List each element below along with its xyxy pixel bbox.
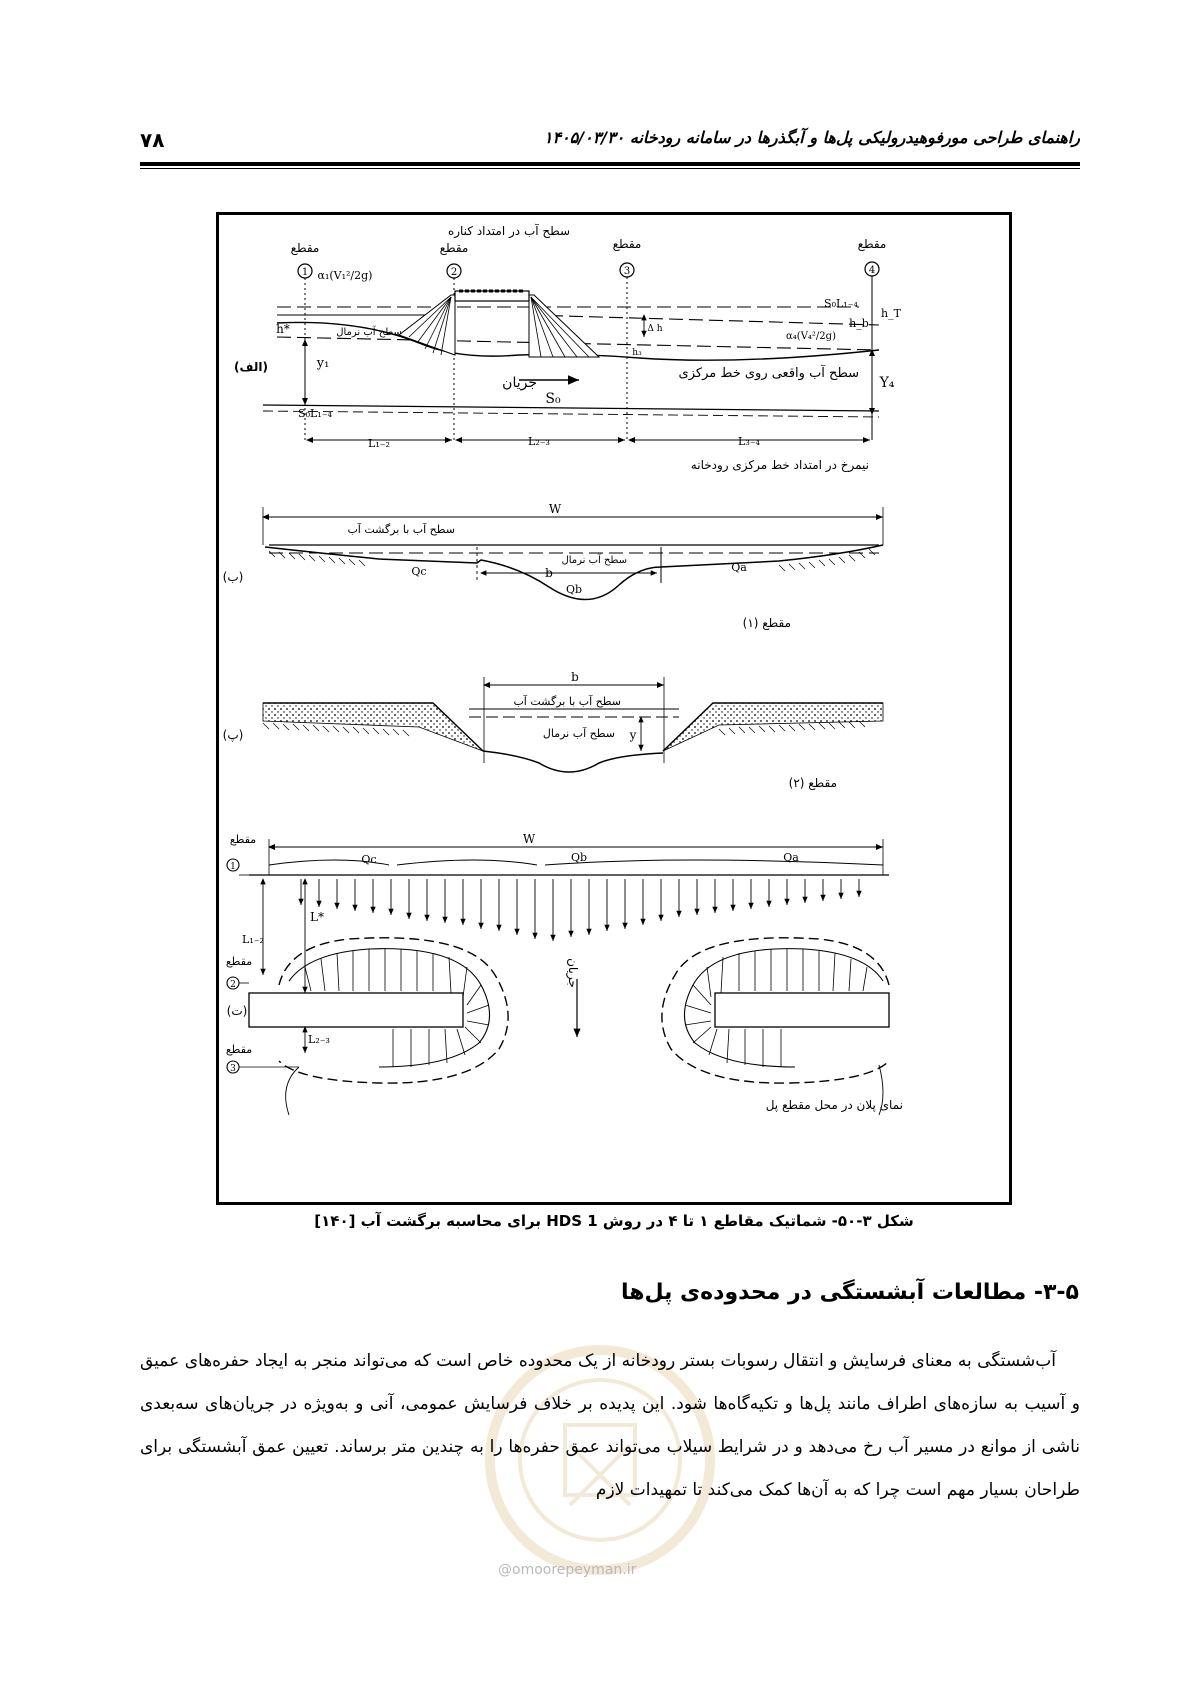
- section-1-plan-label: مقطع: [229, 833, 257, 846]
- l12-label: L₁₋₂: [368, 437, 390, 450]
- width-label-d: W: [522, 832, 536, 846]
- hb-label: h_b: [849, 317, 869, 330]
- h3-label: h₃: [632, 348, 642, 358]
- ht-label: h_T: [881, 307, 901, 320]
- backwater-label-c: سطح آب با برگشت آب: [513, 695, 621, 708]
- qc-label-b: Qc: [411, 565, 427, 578]
- l23-label: L₂₋₃: [528, 435, 550, 448]
- panel-a-profile: [263, 262, 879, 440]
- section-2-plan-number: 2: [230, 980, 236, 990]
- qc-label-d: Qc: [361, 853, 377, 866]
- section-1-number: 1: [301, 267, 309, 278]
- qa-label-d: Qa: [783, 851, 799, 864]
- watermark-site: @omoorepeyman.ir: [498, 1562, 637, 1578]
- section-1-caption: مقطع (۱): [742, 616, 791, 630]
- l23-plan-label: L₂₋₃: [308, 1033, 330, 1046]
- panel-d-labels: [226, 832, 903, 1113]
- normal-water-b: سطح آب نرمال: [561, 555, 627, 566]
- b-label-b: b: [545, 566, 553, 580]
- running-title: راهنمای طراحی مورفوهیدرولیکی پل‌ها و آبگذرها در سامانه رودخانه ۱۴۰۵/۰۳/۳۰: [543, 128, 1080, 147]
- l-star-label: L*: [310, 910, 324, 924]
- section-3-plan-label: مقطع: [225, 1043, 253, 1056]
- panel-c-section-2: [263, 677, 883, 772]
- h-star-label: h*: [276, 322, 290, 336]
- qb-label-b: Qb: [565, 583, 583, 596]
- y1-label: y₁: [316, 356, 330, 371]
- flow-label: جریان: [502, 375, 537, 391]
- section-3-label: مقطع: [612, 237, 642, 251]
- section-1-plan-number: 1: [230, 862, 236, 872]
- b-label-c: b: [571, 670, 579, 684]
- normal-water-label: سطح آب نرمال: [336, 327, 402, 338]
- plan-caption: نمای پلان در محل مقطع پل: [765, 1098, 903, 1112]
- panel-a-tag: (الف): [234, 360, 268, 374]
- qa-label-b: Qa: [731, 561, 747, 574]
- page-header: [140, 118, 1080, 154]
- body-text: [140, 1340, 1080, 1512]
- l12-plan-label: L₁₋₂: [242, 933, 264, 946]
- section-2-number: 2: [450, 267, 458, 278]
- flow-label-plan: جریان: [566, 958, 580, 988]
- header-rule-thin: [140, 168, 1080, 169]
- panel-d-plan: [227, 839, 889, 1115]
- backwater-label-b: سطح آب با برگشت آب: [347, 523, 455, 536]
- l34-label: L₃₋₄: [738, 435, 760, 448]
- panel-b-tag: (ب): [222, 570, 244, 584]
- y4-label: Y₄: [879, 375, 895, 391]
- s0l14-bottom: S₀L₁₋₄: [298, 407, 332, 420]
- velocity-head-4: α₄(V₄²/2g): [786, 331, 836, 342]
- normal-water-c: سطح آب نرمال: [542, 727, 615, 740]
- actual-water-label: سطح آب واقعی روی خط مرکزی: [678, 366, 859, 381]
- section-heading: ۳-۵- مطالعات آبشستگی در محدوده‌ی پل‌ها: [620, 1280, 1079, 1305]
- figure-drawing: [219, 215, 1009, 1202]
- figure-caption: شکل ۳-۵۰- شماتیک مقاطع ۱ تا ۴ در روش HDS 1 برای محاسبه برگشت آب [۱۴۰]: [314, 1212, 914, 1230]
- s0-label: S₀: [545, 391, 561, 407]
- section-4-label: مقطع: [857, 237, 887, 251]
- section-2-caption: مقطع (۲): [788, 776, 837, 790]
- section-1-label: مقطع: [290, 241, 320, 255]
- panel-d-tag: (ت): [226, 1004, 248, 1018]
- paragraph: آب‌شستگی به معنای فرسایش و انتقال رسوبات بستر رودخانه از یک محدوده خاص است که می‌تواند منجر به ایجاد حفره‌های عمیق و آسیب به سازه‌های اطراف مانند پل‌ها و تکیه‌گاه‌ها شود. این پدیده بر خلاف فرسایش عمومی، آنی و به‌ویژه در جریان‌های سه‌بعدی ناشی از موانع در مسیر آب رخ می‌دهد و در شرایط سیلاب می‌تواند عمق حفره‌ها را به چندین متر برساند. تعیین عمق آبشستگی برای طراحان بسیار مهم است چرا که به آن‌ها کمک می‌کند تا تمهیدات لازم: [140, 1351, 1080, 1500]
- width-label-b: W: [548, 502, 562, 516]
- panel-c-tag: (پ): [222, 728, 244, 742]
- section-2-label: مقطع: [439, 241, 469, 255]
- section-3-plan-number: 3: [230, 1064, 236, 1074]
- section-2-plan-label: مقطع: [225, 955, 253, 968]
- page-number: ۷۸: [140, 128, 165, 152]
- delta-h-label: Δ h: [647, 324, 663, 334]
- bank-water-surface-label: سطح آب در امتداد کناره: [447, 224, 571, 238]
- panel-c-labels: [223, 670, 837, 790]
- header-rule: [140, 162, 1080, 166]
- velocity-head-1: α₁(V₁²/2g): [317, 269, 373, 282]
- qb-label-d: Qb: [570, 851, 588, 864]
- y-label-c: y: [629, 728, 637, 742]
- section-3-number: 3: [623, 266, 631, 277]
- profile-caption: نیمرخ در امتداد خط مرکزی رودخانه: [690, 458, 869, 472]
- s0l14-top: S₀L₁₋₄: [824, 297, 858, 310]
- figure-frame: [216, 212, 1012, 1205]
- section-4-number: 4: [868, 265, 876, 276]
